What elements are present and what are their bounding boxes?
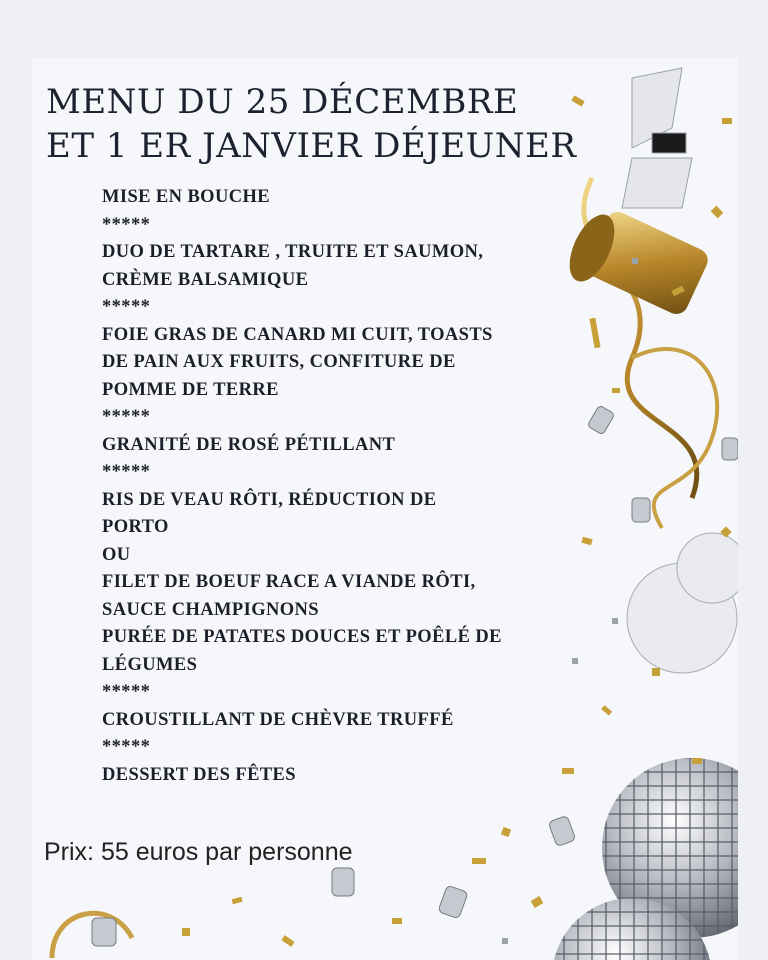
menu-line: LÉGUMES [102,654,198,675]
menu-line: CRÈME BALSAMIQUE [102,269,309,290]
price-text: Prix: 55 euros par personne [44,838,353,866]
menu-line: GRANITÉ DE ROSÉ PÉTILLANT [102,434,396,455]
menu-separator: ***** [102,214,151,235]
menu-card [32,58,738,960]
menu-list [102,184,562,789]
menu-line: OU [102,544,131,565]
menu-line: POMME DE TERRE [102,379,279,400]
menu-line: PORTO [102,517,169,537]
menu-line: DUO DE TARTARE , TRUITE ET SAUMON, [102,242,484,262]
menu-title-line-2: ET 1 ER JANVIER DÉJEUNER [46,126,577,166]
menu-separator: ***** [102,297,151,317]
menu-title-line-1: MENU DU 25 DÉCEMBRE [46,82,519,122]
menu-separator: ***** [102,462,151,482]
menu-line: FILET DE BOEUF RACE A VIANDE RÔTI, [102,572,476,592]
menu-line: FOIE GRAS DE CANARD MI CUIT, TOASTS [102,324,493,345]
menu-separator: ***** [102,407,151,427]
menu-line: DESSERT DES FÊTES [102,764,296,785]
menu-line: CROUSTILLANT DE CHÈVRE TRUFFÉ [102,709,454,730]
menu-line: PURÉE DE PATATES DOUCES ET POÊLÉ DE [102,627,502,647]
menu-line: DE PAIN AUX FRUITS, CONFITURE DE [102,352,456,372]
menu-separator: ***** [102,682,151,702]
menu-line: SAUCE CHAMPIGNONS [102,599,319,620]
menu-line: MISE EN BOUCHE [102,187,271,207]
menu-line: RIS DE VEAU RÔTI, RÉDUCTION DE [102,489,437,510]
menu-separator: ***** [102,737,151,757]
